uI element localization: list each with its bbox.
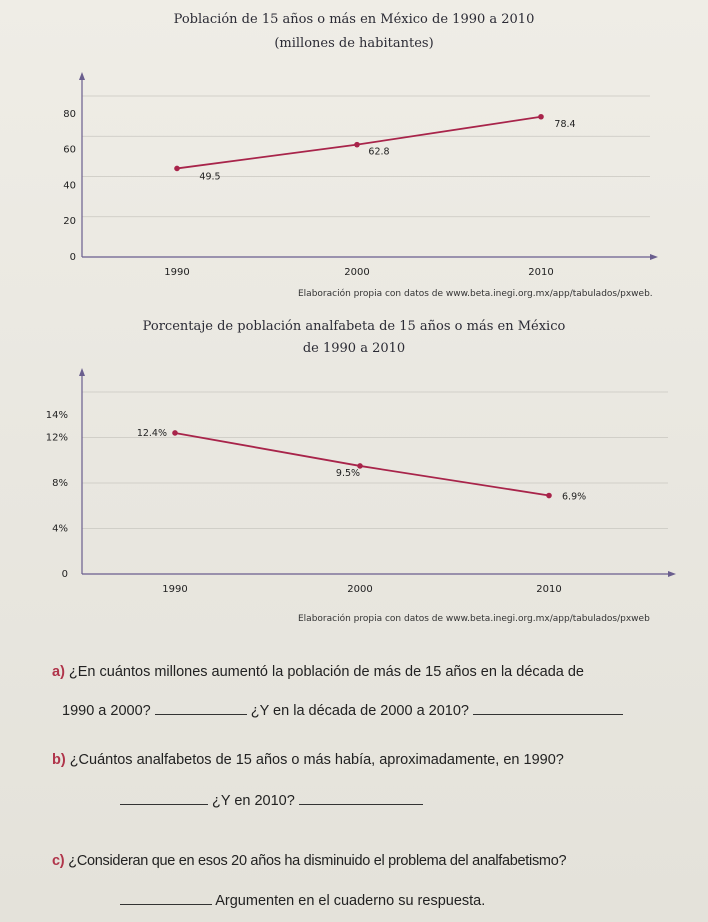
chart2-data-point	[546, 493, 552, 499]
chart1-data-point	[174, 166, 180, 172]
chart2-source: Elaboración propia con datos de www.beta.inegi.org.mx/app/tabulados/pxweb	[298, 614, 650, 624]
answer-b2-blank[interactable]	[299, 792, 423, 805]
chart1-y-tick-label: 40	[63, 180, 76, 192]
chart1-y-tick-label: 60	[63, 144, 76, 156]
chart2-y-axis-arrow	[79, 368, 85, 376]
chart1-title: Población de 15 años o más en México de 1990 a 2010	[173, 12, 535, 27]
chart1-data-point	[538, 114, 544, 120]
question-a-line1	[52, 664, 584, 680]
chart2-x-tick-label: 2000	[347, 584, 373, 595]
question-b-line1	[52, 752, 564, 768]
chart2-title: Porcentaje de población analfabeta de 15 años o más en México	[142, 319, 566, 334]
question-b-line2	[120, 792, 423, 809]
chart1-y-tick-label: 20	[63, 216, 76, 228]
question-a-line2	[62, 702, 623, 719]
question-a-text: ¿En cuántos millones aumentó la población de más de 15 años en la década de	[68, 664, 584, 680]
question-a-letter: a)	[52, 664, 65, 680]
chart2-subtitle: de 1990 a 2010	[302, 341, 406, 356]
chart2-x-axis-arrow	[668, 571, 676, 577]
chart1-y-tick-label: 0	[69, 252, 76, 263]
chart2-x-tick-label: 1990	[162, 584, 188, 595]
chart1-x-axis-arrow	[650, 254, 658, 260]
question-a-part2: ¿Y en la década de 2000 a 2010?	[250, 703, 469, 719]
chart2-y-tick-label: 0	[61, 569, 68, 580]
chart1-x-tick-label: 2010	[528, 267, 554, 278]
answer-a1-blank[interactable]	[155, 702, 247, 715]
answer-c-blank[interactable]	[120, 892, 212, 905]
chart2-data-label: 12.4%	[136, 427, 167, 439]
question-b-text: ¿Cuántos analfabetos de 15 años o más había, aproximadamente, en 1990?	[69, 752, 564, 768]
question-c-line1	[52, 853, 566, 869]
chart2-data-point	[172, 430, 178, 436]
question-b-part2: ¿Y en 2010?	[212, 793, 295, 809]
chart2-y-tick-label: 8%	[52, 478, 68, 489]
chart1-data-label: 49.5	[199, 171, 221, 183]
question-c-letter: c)	[52, 853, 65, 869]
chart2-y-tick-label: 12%	[45, 432, 68, 444]
chart2-data-label: 9.5%	[335, 467, 361, 479]
chart1-plot	[0, 60, 708, 290]
chart1-subtitle: (millones de habitantes)	[274, 36, 434, 51]
chart1-data-label: 78.4	[554, 118, 576, 130]
chart2-y-tick-label: 4%	[52, 523, 68, 535]
chart1-y-tick-label: 80	[63, 108, 76, 120]
question-b-letter: b)	[52, 752, 66, 768]
answer-a2-blank[interactable]	[473, 702, 623, 715]
chart1-data-label: 62.8	[368, 146, 390, 158]
chart1-y-axis-arrow	[79, 72, 85, 80]
chart2-plot	[0, 362, 708, 612]
answer-b1-blank[interactable]	[120, 792, 208, 805]
chart1-series-line	[177, 117, 541, 169]
chart2-y-tick-label: 14%	[45, 409, 68, 421]
chart1-source: Elaboración propia con datos de www.beta.inegi.org.mx/app/tabulados/pxweb.	[298, 289, 653, 299]
chart2-data-label: 6.9%	[562, 491, 587, 503]
question-c-part2: Argumenten en el cuaderno su respuesta.	[215, 893, 486, 909]
chart2-x-tick-label: 2010	[536, 584, 562, 595]
question-c-text: ¿Consideran que en esos 20 años ha disminuido el problema del analfabetismo?	[68, 853, 567, 869]
chart1-data-point	[354, 142, 360, 148]
question-c-line2	[120, 892, 485, 909]
chart1-x-tick-label: 2000	[344, 267, 370, 278]
question-a-part1: 1990 a 2000?	[62, 703, 151, 719]
chart1-x-tick-label: 1990	[164, 267, 190, 278]
